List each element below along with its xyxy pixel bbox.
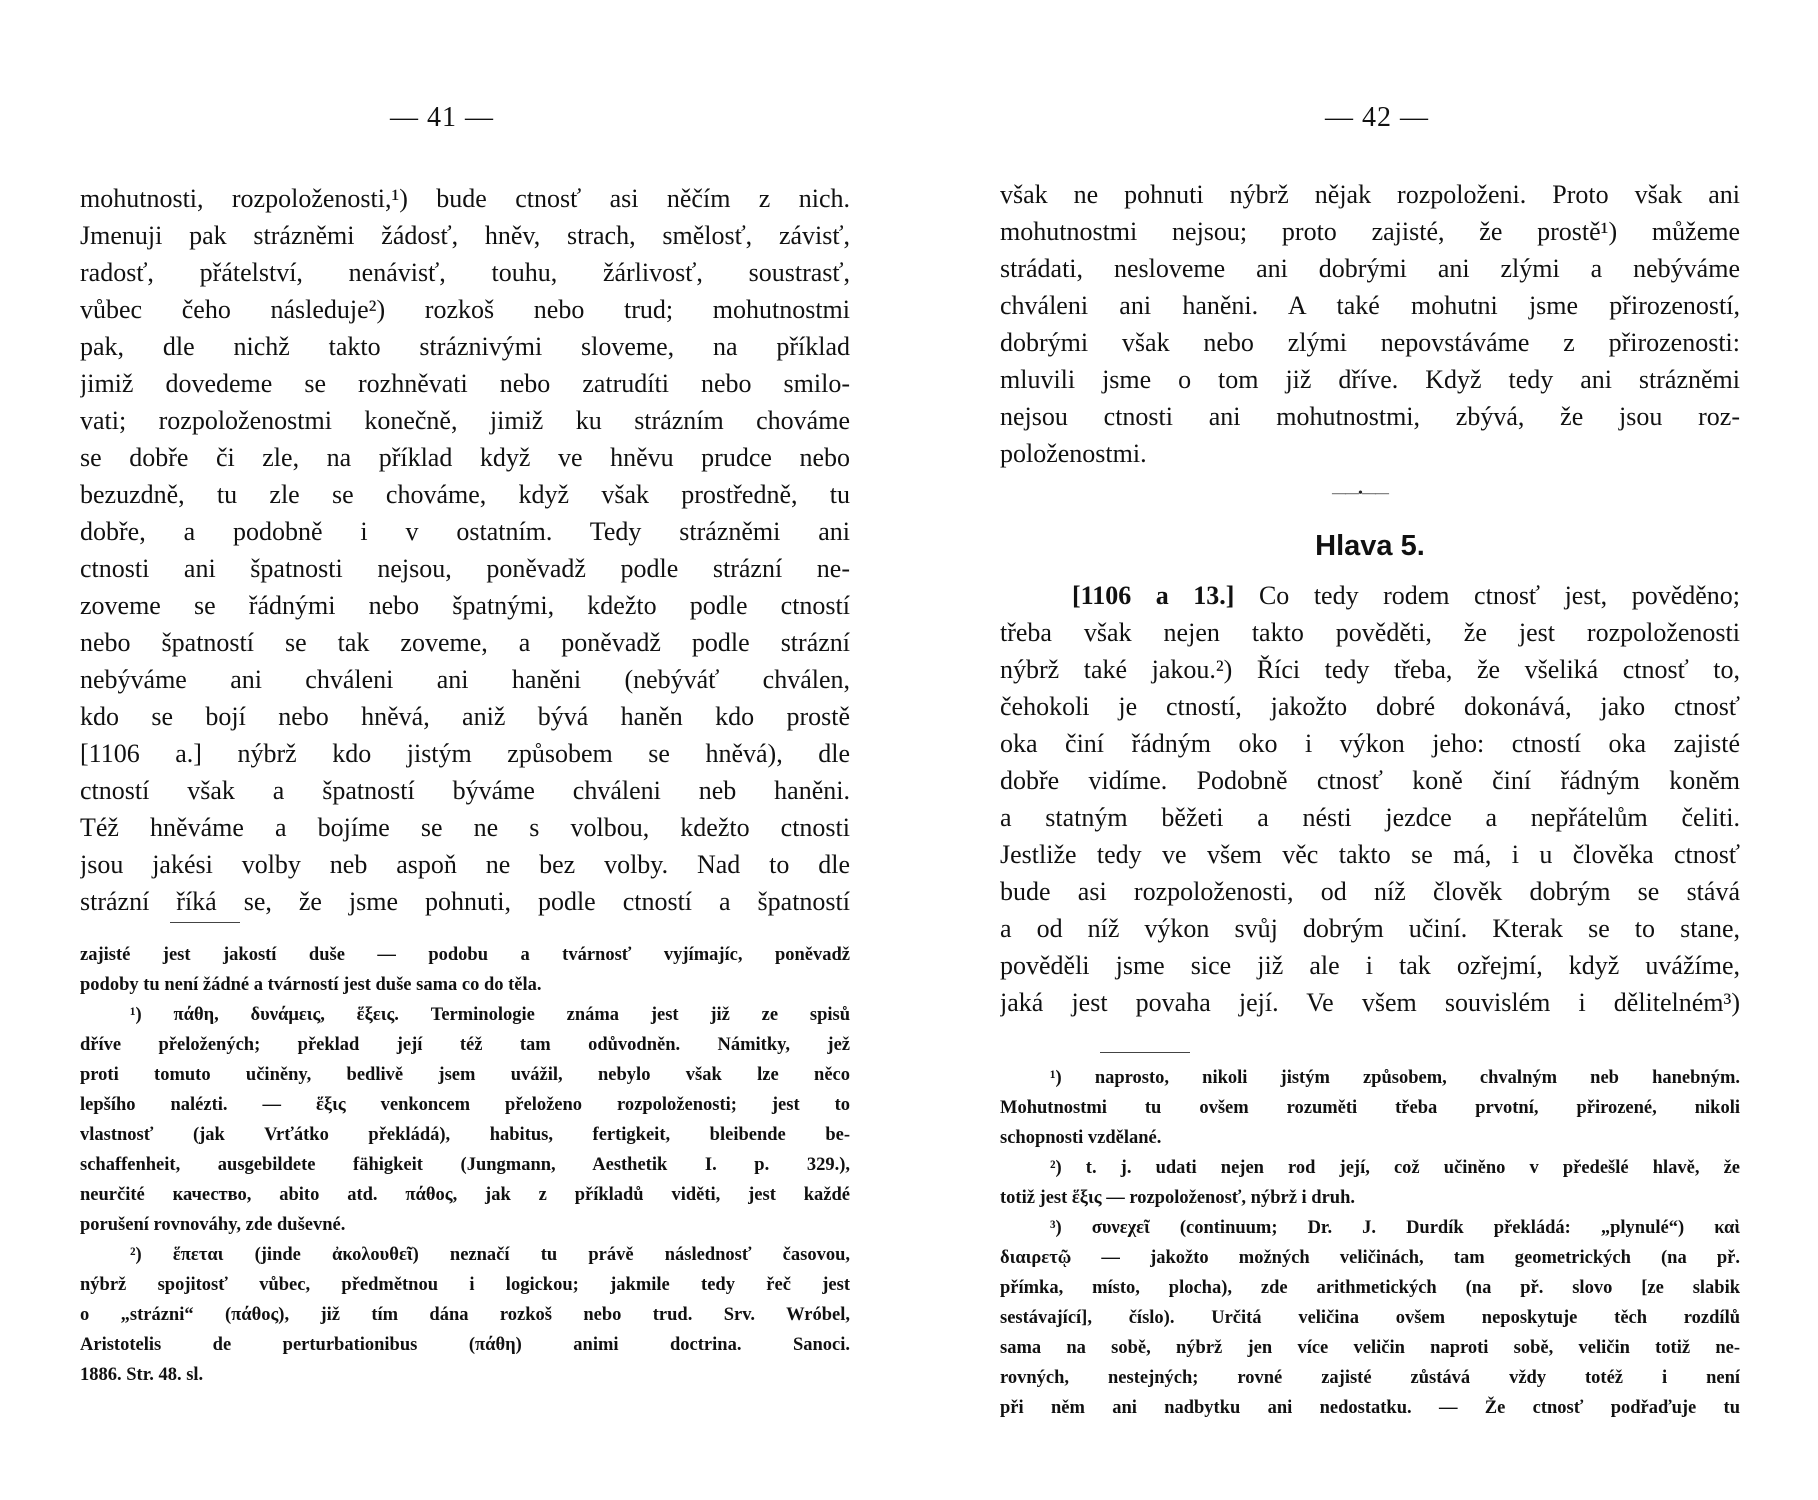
- footnote-line: neurčité качество, abito atd. πάθος, jak z příkladů viděti, jest každé: [80, 1185, 850, 1205]
- text-line: jsou jakési volby neb aspoň ne bez volby. Nad to dle: [80, 850, 850, 879]
- footnote-line: ²) t. j. udati nejen rod její, což učiněno v předešlé hlavě, že: [1050, 1158, 1740, 1178]
- footnote-line: schaffenheit, ausgebildete fähigkeit (Jungmann, Aesthetik I. p. 329.),: [80, 1155, 850, 1175]
- footnotes: [1000, 1063, 1740, 1423]
- text-line: chváleni ani haněni. A také mohutni jsme přirozeností,: [1000, 291, 1740, 320]
- text-line: strádati, nesloveme ani dobrými ani zlými a nebýváme: [1000, 254, 1740, 283]
- footnote-line: totiž jest ἕξις — rozpoloženosť, nýbrž i druh.: [1000, 1188, 1356, 1208]
- text-line-rest: Co tedy rodem ctnosť jest, pověděno;: [1234, 581, 1740, 610]
- text-line: dobrými však nebo zlými nepovstáváme z přirozenosti:: [1000, 328, 1740, 357]
- page-number: — 42 —: [1325, 102, 1429, 133]
- chapter-body-text: [1000, 577, 1740, 1021]
- text-line: jimiž dovedeme se rozhněvati nebo zatrudíti nebo smilo-: [80, 369, 850, 398]
- text-line: nebýváme ani chváleni ani haněni (nebýváť chválen,: [80, 665, 850, 694]
- footnote-line: lepšího nalézti. — ἕξις venkoncem přeloženo rozpoloženosti; jest to: [80, 1095, 850, 1115]
- body-text: [1000, 176, 1740, 472]
- text-line: ctnosti ani špatnosti nejsou, poněvadž podle strázní ne-: [80, 554, 850, 583]
- text-line: pověděli jsme sice již ale i tak ozřejmí, když uvážíme,: [1000, 951, 1740, 980]
- footnotes: [80, 940, 850, 1390]
- footnote-line: ²) ἕπεται (jinde ἀκολουθεῖ) neznačí tu právě následnosť časovou,: [130, 1245, 850, 1265]
- text-line: [1000, 577, 1740, 614]
- footnote-line: 1886. Str. 48. sl.: [80, 1365, 204, 1385]
- footnote-line: διαιρετῷ — jakožto možných veličinách, tam geometrických (na př.: [1000, 1248, 1740, 1268]
- text-line: nebo špatností se tak zoveme, a poněvadž podle strázní: [80, 628, 850, 657]
- footnote-line: proti tomuto učiněny, bedlivě jsem uvážil, nebylo však lze něco: [80, 1065, 850, 1085]
- text-line: ctností však a špatností býváme chváleni neb haněni.: [80, 776, 850, 805]
- footnote-line: sestávající], číslo). Určitá veličina ovšem neposkytuje těch rozdílů: [1000, 1308, 1740, 1328]
- text-line: jaká jest povaha její. Ve všem souvislém i dělitelném³): [1000, 988, 1740, 1017]
- text-line: však ne pohnuti nýbrž nějak rozpoloženi. Proto však ani: [1000, 180, 1740, 209]
- chapter-heading: Hlava 5.: [1315, 530, 1425, 562]
- text-line: nýbrž také jakou.²) Říci tedy třeba, že všeliká ctnosť to,: [1000, 655, 1740, 684]
- footnote-line: porušení rovnováhy, zde duševné.: [80, 1215, 346, 1235]
- text-line: a statným běžeti a nésti jezdce a nepřátelům čeliti.: [1000, 803, 1740, 832]
- text-line: Jestliže tedy ve všem věc takto se má, i u člověka ctnosť: [1000, 840, 1740, 869]
- text-line: kdo se bojí nebo hněvá, aniž bývá haněn kdo prostě: [80, 702, 850, 731]
- footnote-divider: [1100, 1052, 1190, 1053]
- footnote-line: přímka, místo, plocha), zde arithmetických (na př. slovo [ze slabik: [1000, 1278, 1740, 1298]
- text-line: [1106 a.] nýbrž kdo jistým způsobem se hněvá), dle: [80, 739, 850, 768]
- text-line: oka činí řádným oko i výkon jeho: ctností oka zajisté: [1000, 729, 1740, 758]
- footnote-line: schopnosti vzdělané.: [1000, 1128, 1162, 1148]
- text-line: Jmenuji pak strázněmi žádosť, hněv, strach, smělosť, závisť,: [80, 221, 850, 250]
- text-line: dobře vidíme. Podobně ctnosť koně činí řádným koněm: [1000, 766, 1740, 795]
- footnote-line: vlastnosť (jak Vrťátko překládá), habitus, fertigkeit, bleibende be-: [80, 1125, 850, 1145]
- text-line: nejsou ctnosti ani mohutnostmi, zbývá, že jsou roz-: [1000, 402, 1740, 431]
- footnote-line: podoby tu není žádné a tvárností jest duše sama co do těla.: [80, 975, 542, 995]
- text-line: a od níž výkon svůj dobrým učiní. Kterak se to stane,: [1000, 914, 1740, 943]
- bekker-reference: [1106 a 13.]: [1072, 581, 1235, 610]
- footnote-line: rovných, nestejných; rovné zajisté zůstává vždy totéž i není: [1000, 1368, 1740, 1388]
- text-line: Též hněváme a bojíme se ne s volbou, kdežto ctnosti: [80, 813, 850, 842]
- footnote-line: ¹) πάθη, δυνάμεις, ἕξεις. Terminologie známa jest již ze spisů: [130, 1005, 850, 1025]
- footnote-line: o „strázni“ (πάθος), již tím dána rozkoš nebo trud. Srv. Wróbel,: [80, 1305, 850, 1325]
- text-line: bezuzdně, tu zle se chováme, když však prostředně, tu: [80, 480, 850, 509]
- text-line: čehokoli je ctností, jakožto dobré dokonává, jako ctnosť: [1000, 692, 1740, 721]
- text-line: položenostmi.: [1000, 439, 1147, 468]
- text-line: se dobře či zle, na příklad když ve hněvu prudce nebo: [80, 443, 850, 472]
- section-ornament: ——•——: [1332, 486, 1388, 501]
- text-line: vůbec čeho následuje²) rozkoš nebo trud; mohutnostmi: [80, 295, 850, 324]
- text-line: radosť, přátelství, nenávisť, touhu, žárlivosť, soustrasť,: [80, 258, 850, 287]
- footnote-divider: [170, 922, 240, 923]
- footnote-line: při něm ani nadbytku ani nedostatku. — Že ctnosť podřaďuje tu: [1000, 1398, 1740, 1418]
- text-line: dobře, a podobně i v ostatním. Tedy strázněmi ani: [80, 517, 850, 546]
- footnote-line: nýbrž spojitosť vůbec, předmětnou i logickou; jakmile tedy řeč jest: [80, 1275, 850, 1295]
- footnote-line: dříve přeložených; překlad její též tam odůvodněn. Námitky, jež: [80, 1035, 850, 1055]
- body-text: [80, 180, 850, 920]
- footnote-line: sama na sobě, nýbrž jen více veličin naproti sobě, veličin totiž ne-: [1000, 1338, 1740, 1358]
- footnote-line: ¹) naprosto, nikoli jistým způsobem, chvalným neb hanebným.: [1050, 1068, 1740, 1088]
- text-line: mohutnosti, rozpoloženosti,¹) bude ctnosť asi něčím z nich.: [80, 184, 850, 213]
- text-line: pak, dle nichž takto strázniv‎ými sloveme, na příklad: [80, 332, 850, 361]
- footnote-line: Mohutnostmi tu ovšem rozuměti třeba prvotní, přirozené, nikoli: [1000, 1098, 1740, 1118]
- text-line: mluvili jsme o tom již dříve. Když tedy ani strázněmi: [1000, 365, 1740, 394]
- footnote-line: ³) συνεχεῖ (continuum; Dr. J. Durdík překládá: „plynulé“) καὶ: [1050, 1218, 1740, 1238]
- footnote-line: Aristotelis de perturbationibus (πάθη) animi doctrina. Sanoci.: [80, 1335, 850, 1355]
- footnote-line: zajisté jest jakostí duše — podobu a tvárnosť vyjímajíc, poněvadž: [80, 945, 850, 965]
- text-line: vati; rozpoloženostmi konečně, jimiž ku strázním chováme: [80, 406, 850, 435]
- text-line: bude asi rozpoloženosti, od níž člověk dobrým se stává: [1000, 877, 1740, 906]
- page-number: — 41 —: [390, 102, 494, 133]
- text-line: strázní říká se, že jsme pohnuti, podle ctností a špatností: [80, 887, 850, 916]
- text-line: mohutnostmi nejsou; proto zajisté, že prostě¹) můžeme: [1000, 217, 1740, 246]
- text-line: zoveme se řádnými nebo špatnými, kdežto podle ctností: [80, 591, 850, 620]
- text-line: třeba však nejen takto pověděti, že jest rozpoloženosti: [1000, 618, 1740, 647]
